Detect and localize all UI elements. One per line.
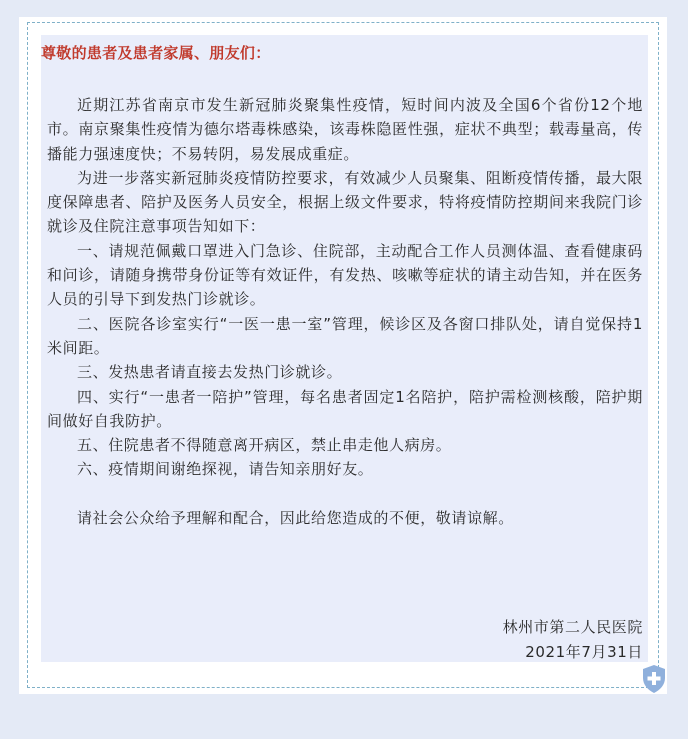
notice-item-5: 五、住院患者不得随意离开病区，禁止串走他人病房。 <box>77 436 452 455</box>
shield-plus-icon <box>641 664 667 694</box>
notice-item-1: 一、请规范佩戴口罩进入门急诊、住院部，主动配合工作人员测体温、查看健康码和问诊，请随身携带身份证等有效证件，有发热、咳嗽等症状的请主动告知，并在医务人员的引导下到发热门诊就诊。 <box>47 241 643 309</box>
notice-greeting: 尊敬的患者及患者家属、朋友们： <box>41 44 271 62</box>
notice-paragraph-intro: 近期江苏省南京市发生新冠肺炎聚集性疫情，短时间内波及全国6个省份12个地市。南京聚集性疫情为德尔塔毒株感染，该毒株隐匿性强，症状不典型；载毒量高，传播能力强速度快；不易转阴，易发展成重症。 <box>47 96 643 163</box>
notice-body <box>47 93 643 530</box>
notice-signature <box>503 615 643 665</box>
notice-paragraph-purpose: 为进一步落实新冠肺炎疫情防控要求，有效减少人员聚集、阻断疫情传播，最大限度保障患者、陪护及医务人员安全，根据上级文件要求，特将疫情防控期间来我院门诊就诊及住院注意事项告知如下： <box>47 168 643 236</box>
signature-organization: 林州市第二人民医院 <box>502 618 643 636</box>
notice-item-2: 二、医院各诊室实行“一医一患一室”管理，候诊区及各窗口排队处，请自觉保持1米间距。 <box>47 314 643 357</box>
notice-closing: 请社会公众给予理解和配合，因此给您造成的不便，敬请谅解。 <box>77 508 514 527</box>
notice-item-4: 四、实行“一患者一陪护”管理，每名患者固定1名陪护，陪护需检测核酸，陪护期间做好自我防护。 <box>47 387 643 430</box>
notice-item-6: 六、疫情期间谢绝探视，请告知亲朋好友。 <box>77 460 374 479</box>
notice-item-3: 三、发热患者请直接去发热门诊就诊。 <box>77 363 343 382</box>
signature-date: 2021年7月31日 <box>525 643 643 661</box>
